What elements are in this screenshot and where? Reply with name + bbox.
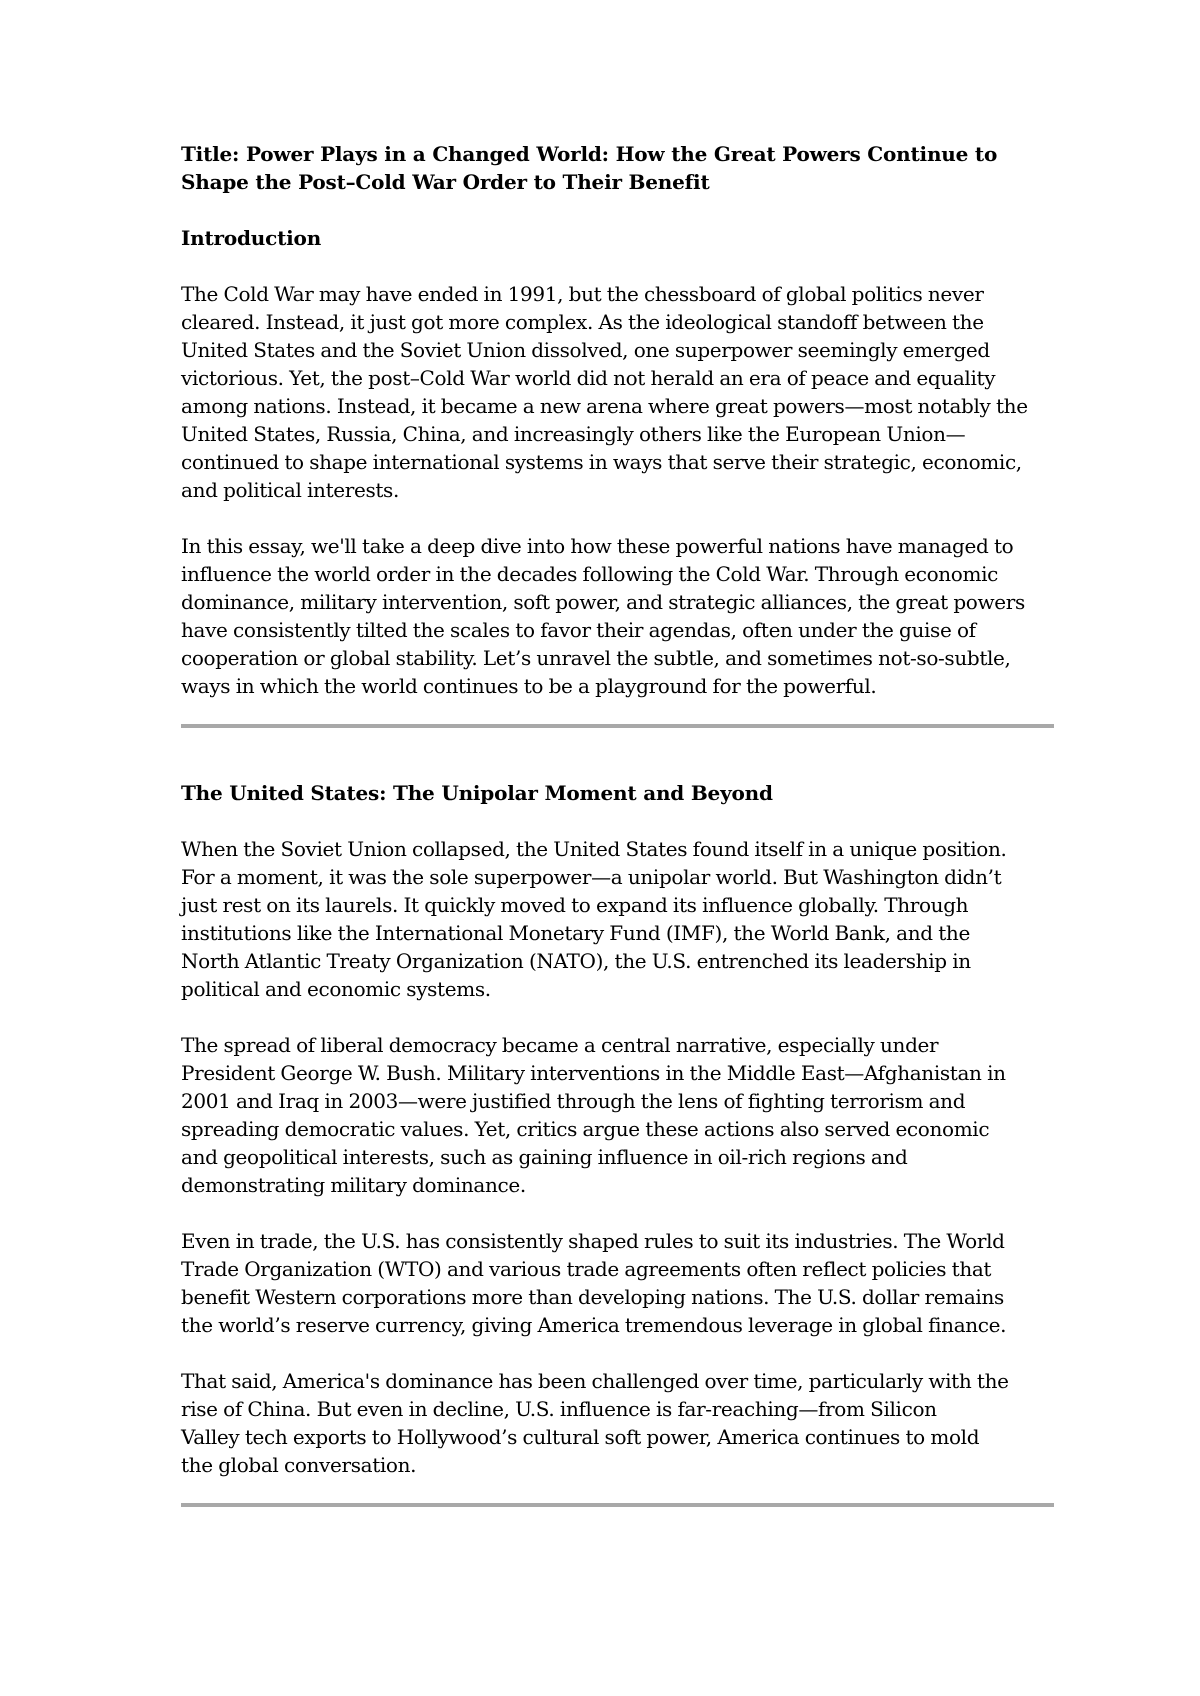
section-divider bbox=[181, 1503, 1054, 1507]
paragraph bbox=[181, 1031, 1061, 1199]
text-line: the global conversation. bbox=[181, 1453, 417, 1477]
text-line: North Atlantic Treaty Organization (NATO), the U.S. entrenched its leadership in bbox=[181, 949, 971, 973]
paragraph bbox=[181, 1227, 1061, 1339]
document-page bbox=[181, 140, 1061, 1507]
text-line: Valley tech exports to Hollywood’s cultural soft power, America continues to mold bbox=[181, 1425, 980, 1449]
section-introduction bbox=[181, 224, 1061, 700]
text-line: United States and the Soviet Union dissolved, one superpower seemingly emerged bbox=[181, 338, 990, 362]
text-line: cleared. Instead, it just got more complex. As the ideological standoff between the bbox=[181, 310, 984, 334]
title-line: Title: Power Plays in a Changed World: How the Great Powers Continue to bbox=[181, 142, 998, 166]
section-united-states bbox=[181, 779, 1061, 1479]
text-line: ways in which the world continues to be a playground for the powerful. bbox=[181, 674, 877, 698]
text-line: United States, Russia, China, and increasingly others like the European Union— bbox=[181, 422, 966, 446]
text-line: The Cold War may have ended in 1991, but the chessboard of global politics never bbox=[181, 282, 984, 306]
title-line: Shape the Post–Cold War Order to Their Benefit bbox=[181, 170, 710, 194]
text-line: President George W. Bush. Military interventions in the Middle East—Afghanistan in bbox=[181, 1061, 1006, 1085]
paragraph bbox=[181, 1367, 1061, 1479]
text-line: influence the world order in the decades following the Cold War. Through economic bbox=[181, 562, 999, 586]
paragraph bbox=[181, 532, 1061, 700]
text-line: cooperation or global stability. Let’s unravel the subtle, and sometimes not-so-subtle, bbox=[181, 646, 1011, 670]
document-title bbox=[181, 140, 1061, 196]
text-line: When the Soviet Union collapsed, the United States found itself in a unique position. bbox=[181, 837, 1007, 861]
text-line: victorious. Yet, the post–Cold War world did not herald an era of peace and equality bbox=[181, 366, 996, 390]
paragraph bbox=[181, 835, 1061, 1003]
text-line: and political interests. bbox=[181, 478, 399, 502]
text-line: have consistently tilted the scales to favor their agendas, often under the guise of bbox=[181, 618, 976, 642]
text-line: rise of China. But even in decline, U.S. influence is far-reaching—from Silicon bbox=[181, 1397, 937, 1421]
text-line: That said, America's dominance has been challenged over time, particularly with the bbox=[181, 1369, 1009, 1393]
text-line: just rest on its laurels. It quickly moved to expand its influence globally. Through bbox=[181, 893, 969, 917]
text-line: Trade Organization (WTO) and various trade agreements often reflect policies that bbox=[181, 1257, 992, 1281]
text-line: and geopolitical interests, such as gaining influence in oil-rich regions and bbox=[181, 1145, 908, 1169]
paragraph bbox=[181, 280, 1061, 504]
section-heading: Introduction bbox=[181, 226, 322, 250]
section-heading: The United States: The Unipolar Moment and Beyond bbox=[181, 781, 773, 805]
text-line: For a moment, it was the sole superpower—a unipolar world. But Washington didn’t bbox=[181, 865, 1002, 889]
text-line: dominance, military intervention, soft power, and strategic alliances, the great powers bbox=[181, 590, 1025, 614]
text-line: among nations. Instead, it became a new arena where great powers—most notably the bbox=[181, 394, 1028, 418]
text-line: benefit Western corporations more than developing nations. The U.S. dollar remains bbox=[181, 1285, 1004, 1309]
text-line: The spread of liberal democracy became a central narrative, especially under bbox=[181, 1033, 939, 1057]
text-line: political and economic systems. bbox=[181, 977, 491, 1001]
text-line: the world’s reserve currency, giving America tremendous leverage in global finance. bbox=[181, 1313, 1007, 1337]
text-line: Even in trade, the U.S. has consistently shaped rules to suit its industries. The World bbox=[181, 1229, 1005, 1253]
text-line: continued to shape international systems in ways that serve their strategic, economic, bbox=[181, 450, 1022, 474]
text-line: demonstrating military dominance. bbox=[181, 1173, 526, 1197]
text-line: In this essay, we'll take a deep dive into how these powerful nations have managed to bbox=[181, 534, 1014, 558]
text-line: spreading democratic values. Yet, critics argue these actions also served economic bbox=[181, 1117, 990, 1141]
text-line: institutions like the International Monetary Fund (IMF), the World Bank, and the bbox=[181, 921, 970, 945]
text-line: 2001 and Iraq in 2003—were justified through the lens of fighting terrorism and bbox=[181, 1089, 966, 1113]
